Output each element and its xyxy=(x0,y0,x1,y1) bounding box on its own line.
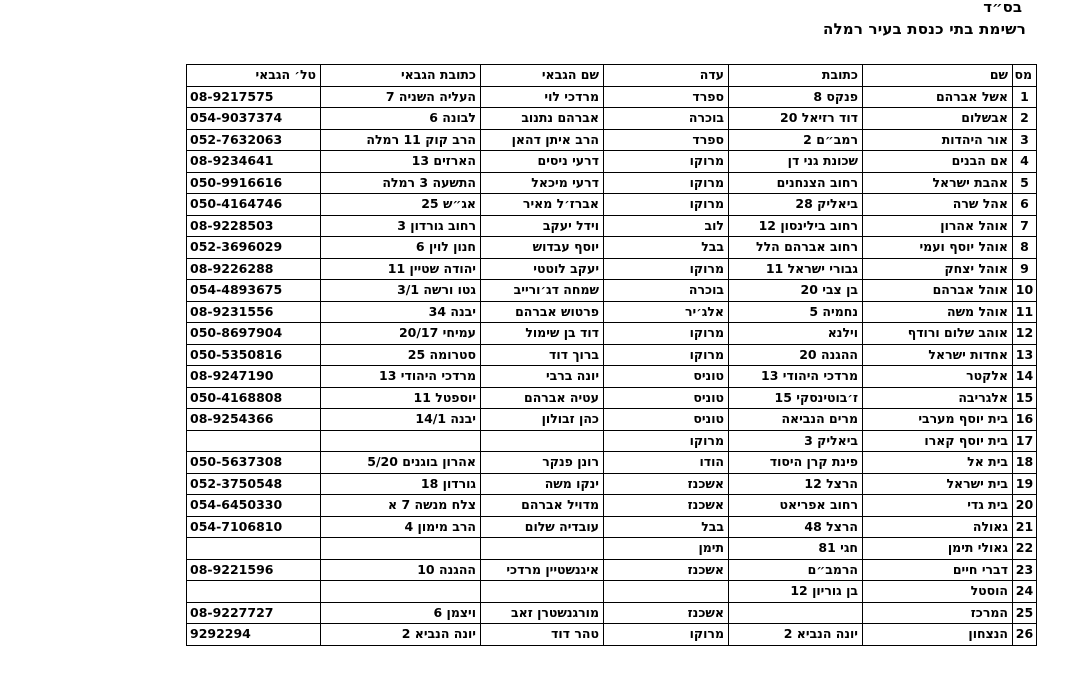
cell-synagogue-name: המרכז xyxy=(863,602,1013,624)
table-row xyxy=(187,495,1037,517)
table-row xyxy=(187,430,1037,452)
table-row xyxy=(187,581,1037,603)
cell-edah: בבל xyxy=(604,516,729,538)
table-row xyxy=(187,602,1037,624)
cell-gabbai-phone xyxy=(187,581,321,603)
cell-gabbai-phone: 050-5637308 xyxy=(187,452,321,474)
cell-synagogue-name: אוהל יוסף ועמי xyxy=(863,237,1013,259)
cell-synagogue-name: אם הבנים xyxy=(863,151,1013,173)
cell-edah: מרוקו xyxy=(604,323,729,345)
cell-edah: אלג׳יר xyxy=(604,301,729,323)
table-row xyxy=(187,86,1037,108)
cell-synagogue-name: אחדות ישראל xyxy=(863,344,1013,366)
cell-edah: מרוקו xyxy=(604,258,729,280)
cell-gabbai-address: אהרון בוגנים 5/20 xyxy=(321,452,481,474)
cell-address: רחוב הצנחנים xyxy=(729,172,863,194)
cell-gabbai-name: דוד בן שימול xyxy=(481,323,604,345)
cell-address: חגי 81 xyxy=(729,538,863,560)
cell-address: רחוב בילינסון 12 xyxy=(729,215,863,237)
cell-synagogue-name: אוהב שלום ורודף xyxy=(863,323,1013,345)
cell-gabbai-address: ויצמן 6 xyxy=(321,602,481,624)
table-body xyxy=(187,86,1037,645)
cell-edah: מרוקו xyxy=(604,151,729,173)
cell-gabbai-address: יונה הנביא 2 xyxy=(321,624,481,646)
cell-address: מרים הנביאה xyxy=(729,409,863,431)
cell-gabbai-name: מדויל אברהם xyxy=(481,495,604,517)
cell-address: הרצל 12 xyxy=(729,473,863,495)
cell-gabbai-name: אברהם נתנוב xyxy=(481,108,604,130)
cell-address: ההגנה 20 xyxy=(729,344,863,366)
cell-edah: מרוקו xyxy=(604,194,729,216)
cell-edah: מרוקו xyxy=(604,624,729,646)
cell-edah: אשכנז xyxy=(604,559,729,581)
cell-number: 17 xyxy=(1013,430,1037,452)
document-title: רשימת בתי כנסת בעיר רמלה xyxy=(822,20,1026,38)
cell-gabbai-name: איגנשטיין מרדכי xyxy=(481,559,604,581)
cell-gabbai-address: אג״ש 25 xyxy=(321,194,481,216)
cell-gabbai-phone: 08-9231556 xyxy=(187,301,321,323)
cell-gabbai-name: אברז׳ל מאיר xyxy=(481,194,604,216)
table-row xyxy=(187,624,1037,646)
cell-gabbai-name xyxy=(481,538,604,560)
cell-number: 19 xyxy=(1013,473,1037,495)
table-row xyxy=(187,172,1037,194)
cell-address: פנקס 8 xyxy=(729,86,863,108)
cell-number: 13 xyxy=(1013,344,1037,366)
cell-synagogue-name: אוהל יצחק xyxy=(863,258,1013,280)
cell-gabbai-address: ההגנה 10 xyxy=(321,559,481,581)
cell-gabbai-phone: 08-9234641 xyxy=(187,151,321,173)
cell-gabbai-name: וידל יעקב xyxy=(481,215,604,237)
table-row xyxy=(187,323,1037,345)
cell-gabbai-phone: 054-9037374 xyxy=(187,108,321,130)
cell-number: 26 xyxy=(1013,624,1037,646)
cell-gabbai-address: עמיחי 20/17 xyxy=(321,323,481,345)
cell-edah: בבל xyxy=(604,237,729,259)
table-row xyxy=(187,280,1037,302)
cell-gabbai-address: סטרומה 25 xyxy=(321,344,481,366)
cell-edah: אשכנז xyxy=(604,473,729,495)
table-row xyxy=(187,387,1037,409)
cell-address: רמב״ם 2 xyxy=(729,129,863,151)
cell-number: 1 xyxy=(1013,86,1037,108)
cell-synagogue-name: אהבת ישראל xyxy=(863,172,1013,194)
cell-synagogue-name: הוסטל xyxy=(863,581,1013,603)
cell-gabbai-address: לבונה 6 xyxy=(321,108,481,130)
cell-synagogue-name: אוהל משה xyxy=(863,301,1013,323)
cell-edah: לוב xyxy=(604,215,729,237)
table-row xyxy=(187,473,1037,495)
table-row xyxy=(187,366,1037,388)
cell-gabbai-address: יבנה 14/1 xyxy=(321,409,481,431)
cell-number: 4 xyxy=(1013,151,1037,173)
cell-gabbai-address: מרדכי היהודי 13 xyxy=(321,366,481,388)
cell-address: נחמיה 5 xyxy=(729,301,863,323)
cell-gabbai-name: טהר דוד xyxy=(481,624,604,646)
cell-gabbai-phone: 08-9227727 xyxy=(187,602,321,624)
table-row xyxy=(187,538,1037,560)
cell-gabbai-address xyxy=(321,538,481,560)
cell-gabbai-address: גטו ורשה 3/1 xyxy=(321,280,481,302)
table-row xyxy=(187,129,1037,151)
cell-synagogue-name: אוהל אהרון xyxy=(863,215,1013,237)
cell-gabbai-phone: 08-9254366 xyxy=(187,409,321,431)
cell-address: גבורי ישראל 11 xyxy=(729,258,863,280)
cell-number: 14 xyxy=(1013,366,1037,388)
cell-gabbai-name: ברוך דוד xyxy=(481,344,604,366)
cell-gabbai-phone: 08-9226288 xyxy=(187,258,321,280)
cell-number: 9 xyxy=(1013,258,1037,280)
cell-gabbai-name xyxy=(481,430,604,452)
cell-gabbai-phone: 08-9221596 xyxy=(187,559,321,581)
cell-gabbai-address: הרב מימון 4 xyxy=(321,516,481,538)
cell-gabbai-phone: 054-6450330 xyxy=(187,495,321,517)
cell-gabbai-name xyxy=(481,581,604,603)
cell-address: וילנא xyxy=(729,323,863,345)
cell-gabbai-phone: 050-8697904 xyxy=(187,323,321,345)
cell-gabbai-phone: 08-9228503 xyxy=(187,215,321,237)
bsd-header: בס״ד xyxy=(983,0,1022,16)
column-header-edah: עדה xyxy=(604,65,729,87)
cell-gabbai-phone xyxy=(187,430,321,452)
cell-edah: תימן xyxy=(604,538,729,560)
cell-gabbai-phone: 08-9247190 xyxy=(187,366,321,388)
cell-edah: טוניס xyxy=(604,409,729,431)
cell-synagogue-name: בית אל xyxy=(863,452,1013,474)
cell-gabbai-name: הרב איתן דהאן xyxy=(481,129,604,151)
table-row xyxy=(187,215,1037,237)
cell-gabbai-name: דרעי מיכאל xyxy=(481,172,604,194)
cell-number: 6 xyxy=(1013,194,1037,216)
cell-address: רחוב אפריאט xyxy=(729,495,863,517)
cell-gabbai-address: רחוב גורדון 3 xyxy=(321,215,481,237)
cell-synagogue-name: אוהל אברהם xyxy=(863,280,1013,302)
cell-gabbai-name: מרדכי לוי xyxy=(481,86,604,108)
cell-number: 11 xyxy=(1013,301,1037,323)
cell-gabbai-name: כהן זבולון xyxy=(481,409,604,431)
cell-gabbai-phone: 08-9217575 xyxy=(187,86,321,108)
cell-gabbai-name: יעקב לוטטי xyxy=(481,258,604,280)
cell-number: 8 xyxy=(1013,237,1037,259)
cell-gabbai-address: התשעה 3 רמלה xyxy=(321,172,481,194)
table-row xyxy=(187,559,1037,581)
cell-gabbai-phone: 050-4164746 xyxy=(187,194,321,216)
cell-synagogue-name: גאולי תימן xyxy=(863,538,1013,560)
cell-gabbai-name: עובדיה שלום xyxy=(481,516,604,538)
cell-address: ז׳בוטינסקי 15 xyxy=(729,387,863,409)
table-row xyxy=(187,301,1037,323)
cell-gabbai-name: יונה ברבי xyxy=(481,366,604,388)
cell-address: ביאליק 28 xyxy=(729,194,863,216)
cell-number: 15 xyxy=(1013,387,1037,409)
table-row xyxy=(187,151,1037,173)
cell-synagogue-name: אהל שרה xyxy=(863,194,1013,216)
cell-gabbai-phone: 054-7106810 xyxy=(187,516,321,538)
cell-gabbai-phone: 054-4893675 xyxy=(187,280,321,302)
cell-address: מרדכי היהודי 13 xyxy=(729,366,863,388)
cell-number: 22 xyxy=(1013,538,1037,560)
cell-address: הרמב״ם xyxy=(729,559,863,581)
cell-number: 7 xyxy=(1013,215,1037,237)
cell-number: 2 xyxy=(1013,108,1037,130)
column-header-number: מס xyxy=(1013,65,1037,87)
cell-address: בן צבי 20 xyxy=(729,280,863,302)
cell-gabbai-name: שמחה דג׳ורייב xyxy=(481,280,604,302)
cell-number: 21 xyxy=(1013,516,1037,538)
cell-gabbai-address: הרב קוק 11 רמלה xyxy=(321,129,481,151)
cell-gabbai-name: ינקו משה xyxy=(481,473,604,495)
cell-gabbai-name: דרעי ניסים xyxy=(481,151,604,173)
cell-synagogue-name: אלקטר xyxy=(863,366,1013,388)
column-header-gabbai-name: שם הגבאי xyxy=(481,65,604,87)
cell-gabbai-phone: 052-3696029 xyxy=(187,237,321,259)
cell-synagogue-name: בית גדי xyxy=(863,495,1013,517)
cell-gabbai-name: עטיה אברהם xyxy=(481,387,604,409)
cell-synagogue-name: בית ישראל xyxy=(863,473,1013,495)
cell-edah: בוכרה xyxy=(604,280,729,302)
table-row xyxy=(187,258,1037,280)
cell-synagogue-name: אור היהדות xyxy=(863,129,1013,151)
cell-number: 10 xyxy=(1013,280,1037,302)
cell-number: 18 xyxy=(1013,452,1037,474)
cell-gabbai-address: העליה השניה 7 xyxy=(321,86,481,108)
cell-number: 12 xyxy=(1013,323,1037,345)
cell-synagogue-name: גאולה xyxy=(863,516,1013,538)
cell-gabbai-address: גורדון 18 xyxy=(321,473,481,495)
cell-number: 23 xyxy=(1013,559,1037,581)
cell-edah: ספרד xyxy=(604,129,729,151)
cell-edah xyxy=(604,581,729,603)
cell-edah: טוניס xyxy=(604,387,729,409)
cell-gabbai-phone: 052-7632063 xyxy=(187,129,321,151)
column-header-gabbai-phone: טל׳ הגבאי xyxy=(187,65,321,87)
cell-address: דוד רזיאל 20 xyxy=(729,108,863,130)
column-header-address: כתובת xyxy=(729,65,863,87)
cell-synagogue-name: אלגריבה xyxy=(863,387,1013,409)
column-header-gabbai-address: כתובת הגבאי xyxy=(321,65,481,87)
cell-edah: ספרד xyxy=(604,86,729,108)
cell-gabbai-phone xyxy=(187,538,321,560)
cell-gabbai-name: רונן פנקר xyxy=(481,452,604,474)
cell-number: 3 xyxy=(1013,129,1037,151)
cell-address xyxy=(729,602,863,624)
cell-synagogue-name: אבשלום xyxy=(863,108,1013,130)
cell-gabbai-phone: 050-9916616 xyxy=(187,172,321,194)
cell-gabbai-address: צלח מנשה 7 א xyxy=(321,495,481,517)
cell-synagogue-name: אשל אברהם xyxy=(863,86,1013,108)
cell-number: 25 xyxy=(1013,602,1037,624)
cell-edah: אשכנז xyxy=(604,602,729,624)
table-row xyxy=(187,409,1037,431)
cell-number: 20 xyxy=(1013,495,1037,517)
cell-edah: הודו xyxy=(604,452,729,474)
cell-gabbai-address: יוספטל 11 xyxy=(321,387,481,409)
cell-address: פינת קרן היסוד xyxy=(729,452,863,474)
cell-edah: טוניס xyxy=(604,366,729,388)
cell-number: 16 xyxy=(1013,409,1037,431)
cell-synagogue-name: הנצחון xyxy=(863,624,1013,646)
cell-address: ביאליק 3 xyxy=(729,430,863,452)
cell-gabbai-address: יבנה 34 xyxy=(321,301,481,323)
table-row xyxy=(187,452,1037,474)
cell-address: יונה הנביא 2 xyxy=(729,624,863,646)
cell-gabbai-address: יהודה שטיין 11 xyxy=(321,258,481,280)
cell-edah: מרוקו xyxy=(604,172,729,194)
cell-edah: אשכנז xyxy=(604,495,729,517)
cell-gabbai-address xyxy=(321,581,481,603)
cell-address: רחוב אברהם הלל xyxy=(729,237,863,259)
cell-gabbai-name: פרטוש אברהם xyxy=(481,301,604,323)
table-row xyxy=(187,108,1037,130)
synagogue-table xyxy=(186,64,1037,646)
cell-address: הרצל 48 xyxy=(729,516,863,538)
cell-address: בן גוריון 12 xyxy=(729,581,863,603)
cell-synagogue-name: בית יוסף קארו xyxy=(863,430,1013,452)
cell-gabbai-address xyxy=(321,430,481,452)
cell-synagogue-name: דברי חיים xyxy=(863,559,1013,581)
cell-gabbai-name: מורגנשטרן זאב xyxy=(481,602,604,624)
table-row xyxy=(187,194,1037,216)
table-row xyxy=(187,237,1037,259)
cell-gabbai-phone: 050-4168808 xyxy=(187,387,321,409)
cell-edah: מרוקו xyxy=(604,430,729,452)
cell-synagogue-name: בית יוסף מערבי xyxy=(863,409,1013,431)
cell-gabbai-phone: 052-3750548 xyxy=(187,473,321,495)
cell-gabbai-address: חנון לוין 6 xyxy=(321,237,481,259)
cell-gabbai-name: יוסף עבדוש xyxy=(481,237,604,259)
cell-gabbai-phone: 050-5350816 xyxy=(187,344,321,366)
cell-edah: בוכרה xyxy=(604,108,729,130)
table-row xyxy=(187,344,1037,366)
cell-gabbai-address: הארזים 13 xyxy=(321,151,481,173)
cell-edah: מרוקו xyxy=(604,344,729,366)
table-header-row xyxy=(187,65,1037,87)
table-row xyxy=(187,516,1037,538)
cell-gabbai-phone: 9292294 xyxy=(187,624,321,646)
cell-address: שכונת גני דן xyxy=(729,151,863,173)
cell-number: 5 xyxy=(1013,172,1037,194)
column-header-name: שם xyxy=(863,65,1013,87)
cell-number: 24 xyxy=(1013,581,1037,603)
